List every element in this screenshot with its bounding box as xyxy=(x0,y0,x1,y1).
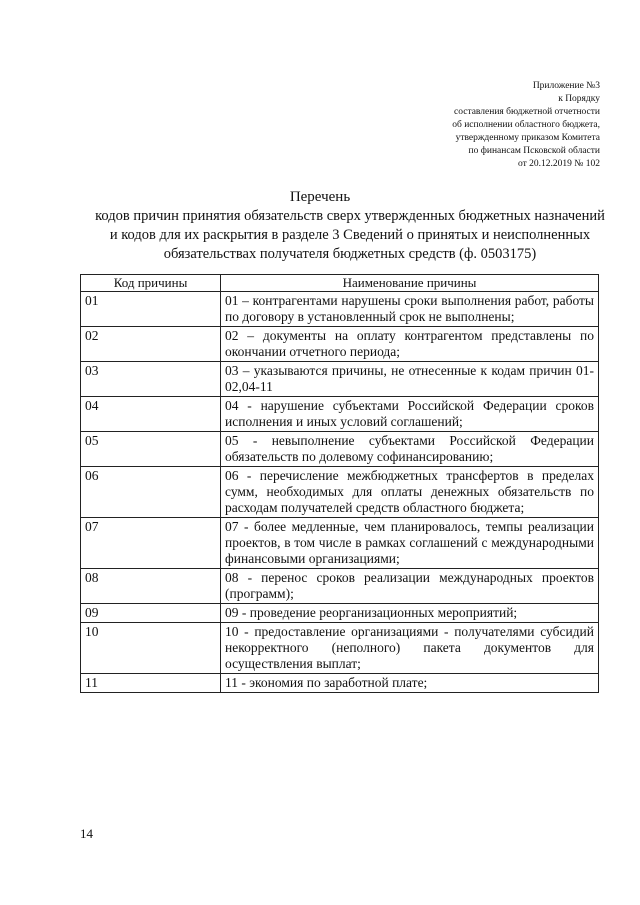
reason-codes-table xyxy=(80,274,599,693)
appendix-line: утвержденному приказом Комитета xyxy=(455,133,600,143)
reason-code: 08 xyxy=(81,569,221,604)
reason-description: 03 – указываются причины, не отнесенные к кодам причин 01-02,04-11 xyxy=(221,362,599,397)
reason-description: 01 – контрагентами нарушены сроки выполнения работ, работы по договору в установленный срок не выполнены; xyxy=(221,292,599,327)
reason-code: 11 xyxy=(81,674,221,693)
reason-code: 02 xyxy=(81,327,221,362)
document-title: Перечень xyxy=(289,189,351,205)
reason-code: 10 xyxy=(81,623,221,674)
table-row xyxy=(81,292,599,327)
appendix-line: от 20.12.2019 № 102 xyxy=(518,159,600,169)
appendix-line: об исполнении областного бюджета, xyxy=(452,120,600,130)
table-row xyxy=(81,397,599,432)
reason-code: 01 xyxy=(81,292,221,327)
reason-code: 05 xyxy=(81,432,221,467)
column-header-code: Код причины xyxy=(81,275,221,292)
reason-description: 10 - предоставление организациями - получателями субсидий некорректного (неполного) пакета документов для осуществления выплат; xyxy=(221,623,599,674)
reason-code: 03 xyxy=(81,362,221,397)
page-number: 14 xyxy=(80,826,93,841)
appendix-line: к Порядку xyxy=(558,94,600,104)
appendix-header xyxy=(370,80,600,171)
document-subtitle: кодов причин принятия обязательств сверх утвержденных бюджетных назначений и кодов для их раскрытия в разделе 3 Сведений о принятых и неисполненных обязательствах получателя бюджетных средств (ф. 0503175) xyxy=(95,208,605,262)
column-header-name: Наименование причины xyxy=(221,275,599,292)
table-row xyxy=(81,674,599,693)
table-row xyxy=(81,604,599,623)
reason-description: 05 - невыполнение субъектами Российской Федерации обязательств по долевому софинансированию; xyxy=(221,432,599,467)
reason-description: 11 - экономия по заработной плате; xyxy=(221,674,599,693)
table-row xyxy=(81,623,599,674)
reason-description: 04 - нарушение субъектами Российской Федерации сроков исполнения и иных условий соглашений; xyxy=(221,397,599,432)
reason-code: 09 xyxy=(81,604,221,623)
reason-description: 08 - перенос сроков реализации международных проектов (программ); xyxy=(221,569,599,604)
reason-code: 07 xyxy=(81,518,221,569)
table-row xyxy=(81,518,599,569)
table-row xyxy=(81,432,599,467)
appendix-line: по финансам Псковской области xyxy=(468,146,600,156)
reason-description: 09 - проведение реорганизационных мероприятий; xyxy=(221,604,599,623)
reason-code: 04 xyxy=(81,397,221,432)
table-row xyxy=(81,467,599,518)
appendix-line: составления бюджетной отчетности xyxy=(454,107,600,117)
appendix-line: Приложение №3 xyxy=(532,81,600,91)
reason-description: 07 - более медленные, чем планировалось, темпы реализации проектов, в том числе в рамках соглашений с международными финансовыми организациями; xyxy=(221,518,599,569)
table-row xyxy=(81,362,599,397)
reason-description: 06 - перечисление межбюджетных трансфертов в пределах сумм, необходимых для оплаты денежных обязательств по расходам получателей средств областного бюджета; xyxy=(221,467,599,518)
reason-description: 02 – документы на оплату контрагентом представлены по окончании отчетного периода; xyxy=(221,327,599,362)
table-header-row xyxy=(81,275,599,292)
reason-code: 06 xyxy=(81,467,221,518)
table-row xyxy=(81,327,599,362)
table-row xyxy=(81,569,599,604)
